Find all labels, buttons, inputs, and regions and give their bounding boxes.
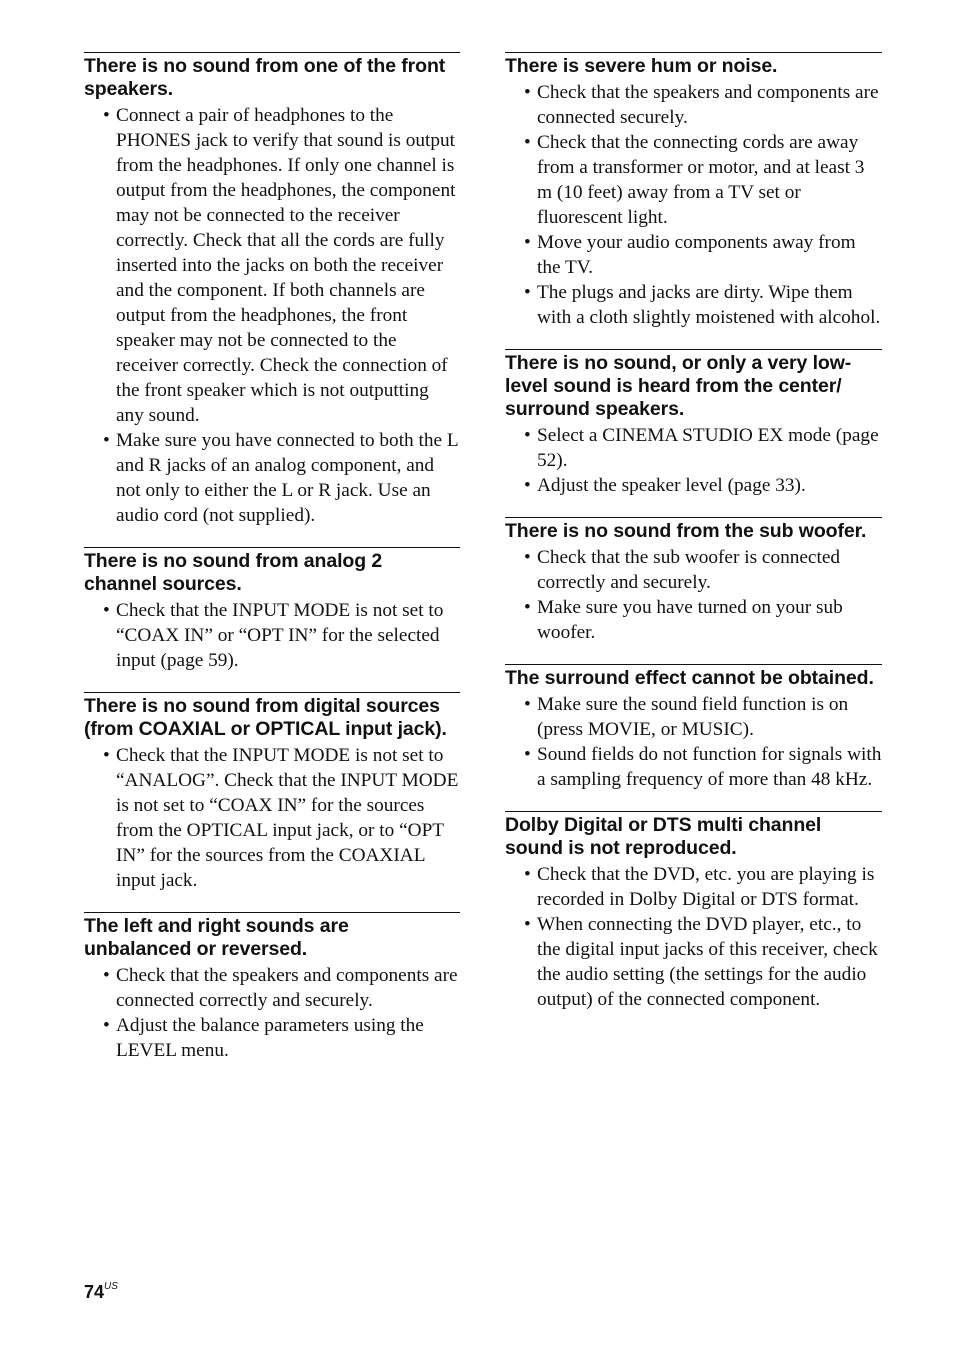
bullet-item: • Check that the speakers and components are connected correctly and securely. bbox=[84, 963, 460, 1013]
troubleshooting-section bbox=[505, 517, 882, 645]
page-number-value: 74 bbox=[84, 1282, 105, 1302]
bullet-item: • Select a CINEMA STUDIO EX mode (page 52). bbox=[505, 423, 882, 473]
troubleshooting-section bbox=[505, 664, 882, 792]
bullet-item: • Check that the speakers and components are connected securely. bbox=[505, 80, 882, 130]
bullet-item: • Check that the INPUT MODE is not set to “ANALOG”. Check that the INPUT MODE is not set to “COAX IN” for the sources from the OPTICAL input jack, or to “OPT IN” for the sources from the COAXIAL input jack. bbox=[84, 743, 460, 893]
bullet-list bbox=[84, 598, 460, 673]
bullet-list bbox=[505, 423, 882, 498]
section-heading: There is no sound from the sub woofer. bbox=[505, 520, 867, 542]
bullet-item: • Move your audio components away from the TV. bbox=[505, 230, 882, 280]
troubleshooting-section bbox=[505, 349, 882, 498]
troubleshooting-section bbox=[505, 811, 882, 1012]
section-heading: There is no sound from digital sources (from COAXIAL or OPTICAL input jack). bbox=[84, 695, 447, 740]
bullet-list bbox=[505, 545, 882, 645]
bullet-item: • Make sure you have turned on your sub woofer. bbox=[505, 595, 882, 645]
page-number bbox=[84, 1282, 118, 1303]
bullet-item: • Check that the INPUT MODE is not set to “COAX IN” or “OPT IN” for the selected input (page 59). bbox=[84, 598, 460, 673]
bullet-list bbox=[84, 103, 460, 528]
bullet-item: • Make sure the sound field function is on (press MOVIE, or MUSIC). bbox=[505, 692, 882, 742]
troubleshooting-section bbox=[84, 52, 460, 528]
section-heading: Dolby Digital or DTS multi channel sound is not reproduced. bbox=[505, 814, 822, 859]
bullet-list bbox=[505, 80, 882, 330]
section-heading: The left and right sounds are unbalanced or reversed. bbox=[84, 915, 349, 960]
left-column bbox=[84, 52, 460, 1082]
right-column bbox=[505, 52, 882, 1031]
troubleshooting-section bbox=[84, 692, 460, 893]
troubleshooting-section bbox=[84, 547, 460, 673]
section-heading: There is no sound, or only a very low-level sound is heard from the center/ surround speakers. bbox=[505, 352, 852, 420]
section-heading: The surround effect cannot be obtained. bbox=[505, 667, 874, 689]
bullet-list bbox=[84, 963, 460, 1063]
section-heading: There is severe hum or noise. bbox=[505, 55, 778, 77]
page-number-suffix: US bbox=[104, 1281, 118, 1292]
bullet-list bbox=[505, 692, 882, 792]
bullet-item: • Check that the connecting cords are away from a transformer or motor, and at least 3 m (10 feet) away from a TV set or fluorescent light. bbox=[505, 130, 882, 230]
bullet-item: • Make sure you have connected to both the L and R jacks of an analog component, and not only to either the L or R jack. Use an audio cord (not supplied). bbox=[84, 428, 460, 528]
bullet-list bbox=[505, 862, 882, 1012]
bullet-list bbox=[84, 743, 460, 893]
troubleshooting-section bbox=[505, 52, 882, 330]
section-heading: There is no sound from analog 2 channel sources. bbox=[84, 550, 383, 595]
troubleshooting-section bbox=[84, 912, 460, 1063]
bullet-item: • Check that the DVD, etc. you are playing is recorded in Dolby Digital or DTS format. bbox=[505, 862, 882, 912]
bullet-item: • The plugs and jacks are dirty. Wipe them with a cloth slightly moistened with alcohol. bbox=[505, 280, 882, 330]
bullet-item: • Sound fields do not function for signals with a sampling frequency of more than 48 kHz. bbox=[505, 742, 882, 792]
bullet-item: • When connecting the DVD player, etc., to the digital input jacks of this receiver, check the audio setting (the settings for the audio output) of the connected component. bbox=[505, 912, 882, 1012]
bullet-item: • Adjust the balance parameters using the LEVEL menu. bbox=[84, 1013, 460, 1063]
bullet-item: • Check that the sub woofer is connected correctly and securely. bbox=[505, 545, 882, 595]
section-heading: There is no sound from one of the front speakers. bbox=[84, 55, 446, 100]
bullet-item: • Adjust the speaker level (page 33). bbox=[505, 473, 882, 498]
bullet-item: • Connect a pair of headphones to the PHONES jack to verify that sound is output from the headphones. If only one channel is output from the headphones, the component may not be connected to the receiver correctly. Check that all the cords are fully inserted into the jacks on both the receiver and the component. If both channels are output from the headphones, the front speaker may not be connected to the receiver correctly. Check the connection of the front speaker which is not outputting any sound. bbox=[84, 103, 460, 428]
